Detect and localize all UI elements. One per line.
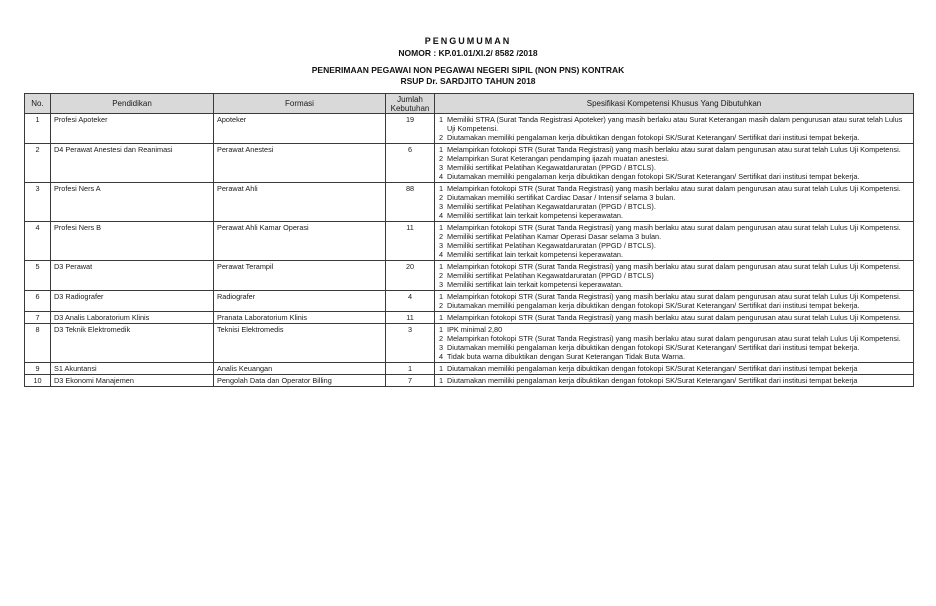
row-spesifikasi bbox=[435, 222, 914, 261]
row-number: 3 bbox=[25, 183, 51, 222]
table-row bbox=[25, 363, 914, 375]
table-row bbox=[25, 324, 914, 363]
spec-item-number: 4 bbox=[438, 250, 444, 259]
spec-item-number: 2 bbox=[438, 133, 444, 142]
row-jumlah: 20 bbox=[386, 261, 435, 291]
spec-item-text: Memiliki sertifikat Pelatihan Kamar Operasi Dasar selama 3 bulan. bbox=[447, 232, 662, 241]
spec-item-number: 1 bbox=[438, 364, 444, 373]
spec-item-text: Melampirkan fotokopi STR (Surat Tanda Registrasi) yang masih berlaku atau surat dalam pengurusan atau surat telah Lulus Uji Kompetensi. bbox=[447, 334, 901, 343]
document-number: NOMOR : KP.01.01/XI.2/ 8582 /2018 bbox=[398, 48, 538, 58]
row-jumlah: 4 bbox=[386, 291, 435, 312]
spec-item-text: Diutamakan memiliki pengalaman kerja dibuktikan dengan fotokopi SK/Surat Keterangan/ Sertifikat dari institusi tempat bekerja bbox=[447, 364, 858, 373]
spec-item-text: IPK minimal 2,80 bbox=[447, 325, 503, 334]
spec-item bbox=[437, 280, 911, 289]
spec-item-text: Tidak buta warna dibuktikan dengan Surat Keterangan Tidak Buta Warna. bbox=[447, 352, 685, 361]
spec-item bbox=[437, 241, 911, 250]
spec-item-number: 2 bbox=[438, 232, 444, 241]
spec-item bbox=[437, 232, 911, 241]
document-subtitle: PENERIMAAN PEGAWAI NON PEGAWAI NEGERI SIPIL (NON PNS) KONTRAK bbox=[311, 65, 625, 75]
row-jumlah: 19 bbox=[386, 114, 435, 144]
spec-item bbox=[437, 271, 911, 280]
row-pendidikan: Profesi Ners B bbox=[51, 222, 214, 261]
document-title: PENGUMUMAN bbox=[424, 36, 512, 46]
spec-item bbox=[437, 292, 911, 301]
row-jumlah: 11 bbox=[386, 312, 435, 324]
document-institution: RSUP Dr. SARDJITO TAHUN 2018 bbox=[400, 76, 536, 86]
row-number: 6 bbox=[25, 291, 51, 312]
spec-item-text: Memiliki sertifikat lain terkait kompetensi keperawatan. bbox=[447, 211, 624, 220]
spec-item-text: Diutamakan memiliki pengalaman kerja dibuktikan dengan fotokopi SK/Surat Keterangan/ Sertifikat dari institusi tempat bekerja bbox=[447, 376, 858, 385]
spec-item bbox=[437, 250, 911, 259]
row-number: 2 bbox=[25, 144, 51, 183]
spec-item-text: Memiliki sertifikat Pelatihan Kegawatdaruratan (PPGD / BTCLS) bbox=[447, 271, 654, 280]
row-number: 10 bbox=[25, 375, 51, 387]
row-spesifikasi bbox=[435, 114, 914, 144]
spec-item-number: 2 bbox=[438, 154, 444, 163]
spec-item-number: 3 bbox=[438, 202, 444, 211]
row-formasi: Teknisi Elektromedis bbox=[214, 324, 386, 363]
spec-item bbox=[437, 172, 911, 181]
spec-item-text: Diutamakan memiliki pengalaman kerja dibuktikan dengan fotokopi SK/Surat Keterangan/ Sertifikat dari institusi tempat bekerja. bbox=[447, 172, 860, 181]
row-jumlah: 1 bbox=[386, 363, 435, 375]
spec-item bbox=[437, 154, 911, 163]
header-spesifikasi: Spesifikasi Kompetensi Khusus Yang Dibutuhkan bbox=[435, 94, 914, 114]
spec-item-text: Diutamakan memiliki pengalaman kerja dibuktikan dengan fotokopi SK/Surat Keterangan/ Sertifikat dari institusi tempat bekerja. bbox=[447, 133, 860, 142]
spec-item-number: 2 bbox=[438, 271, 444, 280]
spec-item-number: 1 bbox=[438, 184, 444, 193]
row-number: 4 bbox=[25, 222, 51, 261]
spec-item-number: 1 bbox=[438, 325, 444, 334]
spec-item-text: Melampirkan fotokopi STR (Surat Tanda Registrasi) yang masih berlaku atau surat dalam pengurusan atau surat telah Lulus Uji Kompetensi. bbox=[447, 145, 901, 154]
row-spesifikasi bbox=[435, 261, 914, 291]
row-number: 7 bbox=[25, 312, 51, 324]
row-spesifikasi bbox=[435, 363, 914, 375]
spec-item-text: Memiliki STRA (Surat Tanda Registrasi Apoteker) yang masih berlaku atau Surat Keterangan masih dalam pengurusan atau surat telah Lulus Uji Kompetensi. bbox=[447, 115, 903, 133]
row-formasi: Radiografer bbox=[214, 291, 386, 312]
spec-item-text: Melampirkan fotokopi STR (Surat Tanda Registrasi) yang masih berlaku atau surat dalam pengurusan atau surat telah Lulus Uji Kompetensi. bbox=[447, 262, 901, 271]
table-row bbox=[25, 375, 914, 387]
spec-item-text: Melampirkan fotokopi STR (Surat Tanda Registrasi) yang masih berlaku atau surat dalam pengurusan atau surat telah Lulus Uji Kompetensi. bbox=[447, 313, 901, 322]
spec-item-number: 1 bbox=[438, 292, 444, 301]
table-row bbox=[25, 144, 914, 183]
row-formasi: Perawat Terampil bbox=[214, 261, 386, 291]
row-number: 8 bbox=[25, 324, 51, 363]
spec-item bbox=[437, 163, 911, 172]
row-spesifikasi bbox=[435, 324, 914, 363]
row-jumlah: 7 bbox=[386, 375, 435, 387]
spec-item-number: 2 bbox=[438, 193, 444, 202]
spec-item-number: 1 bbox=[438, 376, 444, 385]
requirements-table bbox=[24, 93, 914, 387]
spec-item-text: Diutamakan memiliki pengalaman kerja dibuktikan dengan fotokopi SK/Surat Keterangan/ Sertifikat dari institusi tempat bekerja. bbox=[447, 301, 860, 310]
row-formasi: Perawat Ahli Kamar Operasi bbox=[214, 222, 386, 261]
row-jumlah: 88 bbox=[386, 183, 435, 222]
row-jumlah: 6 bbox=[386, 144, 435, 183]
row-formasi: Pranata Laboratorium Klinis bbox=[214, 312, 386, 324]
row-pendidikan: D3 Ekonomi Manajemen bbox=[51, 375, 214, 387]
row-formasi: Pengolah Data dan Operator Billing bbox=[214, 375, 386, 387]
spec-item bbox=[437, 115, 911, 133]
spec-item-text: Melampirkan fotokopi STR (Surat Tanda Registrasi) yang masih berlaku atau surat dalam pengurusan atau surat telah Lulus Uji Kompetensi. bbox=[447, 292, 901, 301]
spec-item-text: Melampirkan Surat Keterangan pendamping ijazah muatan anestesi. bbox=[447, 154, 669, 163]
spec-item-text: Memiliki sertifikat Pelatihan Kegawatdaruratan (PPGD / BTCLS). bbox=[447, 202, 656, 211]
row-formasi: Apoteker bbox=[214, 114, 386, 144]
spec-item-text: Melampirkan fotokopi STR (Surat Tanda Registrasi) yang masih berlaku atau surat dalam pengurusan atau surat telah Lulus Uji Kompetensi. bbox=[447, 184, 901, 193]
spec-item-number: 4 bbox=[438, 211, 444, 220]
header-jumlah: Jumlah Kebutuhan bbox=[386, 94, 435, 114]
spec-item bbox=[437, 184, 911, 193]
row-pendidikan: S1 Akuntansi bbox=[51, 363, 214, 375]
row-spesifikasi bbox=[435, 312, 914, 324]
row-spesifikasi bbox=[435, 183, 914, 222]
table-row bbox=[25, 183, 914, 222]
spec-item-number: 1 bbox=[438, 223, 444, 232]
spec-item-text: Memiliki sertifikat Pelatihan Kegawatdaruratan (PPGD / BTCLS). bbox=[447, 163, 656, 172]
spec-item-number: 1 bbox=[438, 262, 444, 271]
row-pendidikan: D3 Teknik Elektromedik bbox=[51, 324, 214, 363]
row-pendidikan: Profesi Ners A bbox=[51, 183, 214, 222]
spec-item-text: Memiliki sertifikat lain terkait kompetensi keperawatan. bbox=[447, 250, 624, 259]
spec-item bbox=[437, 352, 911, 361]
row-number: 1 bbox=[25, 114, 51, 144]
table-header-row bbox=[25, 94, 914, 114]
spec-item-text: Memiliki sertifikat Pelatihan Kegawatdaruratan (PPGD / BTCLS). bbox=[447, 241, 656, 250]
spec-item-number: 1 bbox=[438, 313, 444, 322]
row-spesifikasi bbox=[435, 291, 914, 312]
table-row bbox=[25, 114, 914, 144]
header-pendidikan: Pendidikan bbox=[51, 94, 214, 114]
spec-item bbox=[437, 364, 911, 373]
spec-item bbox=[437, 334, 911, 343]
spec-item bbox=[437, 211, 911, 220]
spec-item-number: 3 bbox=[438, 241, 444, 250]
row-formasi: Perawat Anestesi bbox=[214, 144, 386, 183]
spec-item bbox=[437, 313, 911, 322]
table-row bbox=[25, 312, 914, 324]
row-spesifikasi bbox=[435, 375, 914, 387]
spec-item bbox=[437, 193, 911, 202]
row-pendidikan: D4 Perawat Anestesi dan Reanimasi bbox=[51, 144, 214, 183]
spec-item bbox=[437, 145, 911, 154]
spec-item-number: 1 bbox=[438, 145, 444, 154]
header-formasi: Formasi bbox=[214, 94, 386, 114]
table-row bbox=[25, 261, 914, 291]
row-jumlah: 3 bbox=[386, 324, 435, 363]
spec-item-number: 4 bbox=[438, 172, 444, 181]
row-pendidikan: D3 Radiografer bbox=[51, 291, 214, 312]
table-row bbox=[25, 291, 914, 312]
spec-item bbox=[437, 223, 911, 232]
spec-item-number: 3 bbox=[438, 163, 444, 172]
spec-item bbox=[437, 376, 911, 385]
table-row bbox=[25, 222, 914, 261]
table-body bbox=[25, 114, 914, 387]
row-number: 9 bbox=[25, 363, 51, 375]
spec-item-text: Memiliki sertifikat lain terkait kompetensi keperawatan. bbox=[447, 280, 624, 289]
row-formasi: Perawat Ahli bbox=[214, 183, 386, 222]
row-number: 5 bbox=[25, 261, 51, 291]
spec-item-number: 2 bbox=[438, 334, 444, 343]
row-pendidikan: Profesi Apoteker bbox=[51, 114, 214, 144]
header-no: No. bbox=[25, 94, 51, 114]
spec-item-number: 3 bbox=[438, 280, 444, 289]
row-pendidikan: D3 Analis Laboratorium Klinis bbox=[51, 312, 214, 324]
spec-item-text: Diutamakan memiliki pengalaman kerja dibuktikan dengan fotokopi SK/Surat Keterangan/ Sertifikat dari institusi tempat bekerja. bbox=[447, 343, 860, 352]
spec-item-number: 1 bbox=[438, 115, 444, 124]
spec-item-text: Melampirkan fotokopi STR (Surat Tanda Registrasi) yang masih berlaku atau surat dalam pengurusan atau surat telah Lulus Uji Kompetensi. bbox=[447, 223, 901, 232]
spec-item-text: Diutamakan memiliki sertifikat Cardiac Dasar / Intensif selama 3 bulan. bbox=[447, 193, 676, 202]
spec-item bbox=[437, 301, 911, 310]
row-jumlah: 11 bbox=[386, 222, 435, 261]
spec-item bbox=[437, 202, 911, 211]
row-formasi: Analis Keuangan bbox=[214, 363, 386, 375]
spec-item-number: 3 bbox=[438, 343, 444, 352]
spec-item bbox=[437, 133, 911, 142]
spec-item bbox=[437, 325, 911, 334]
spec-item bbox=[437, 343, 911, 352]
row-spesifikasi bbox=[435, 144, 914, 183]
row-pendidikan: D3 Perawat bbox=[51, 261, 214, 291]
spec-item-number: 2 bbox=[438, 301, 444, 310]
spec-item-number: 4 bbox=[438, 352, 444, 361]
spec-item bbox=[437, 262, 911, 271]
